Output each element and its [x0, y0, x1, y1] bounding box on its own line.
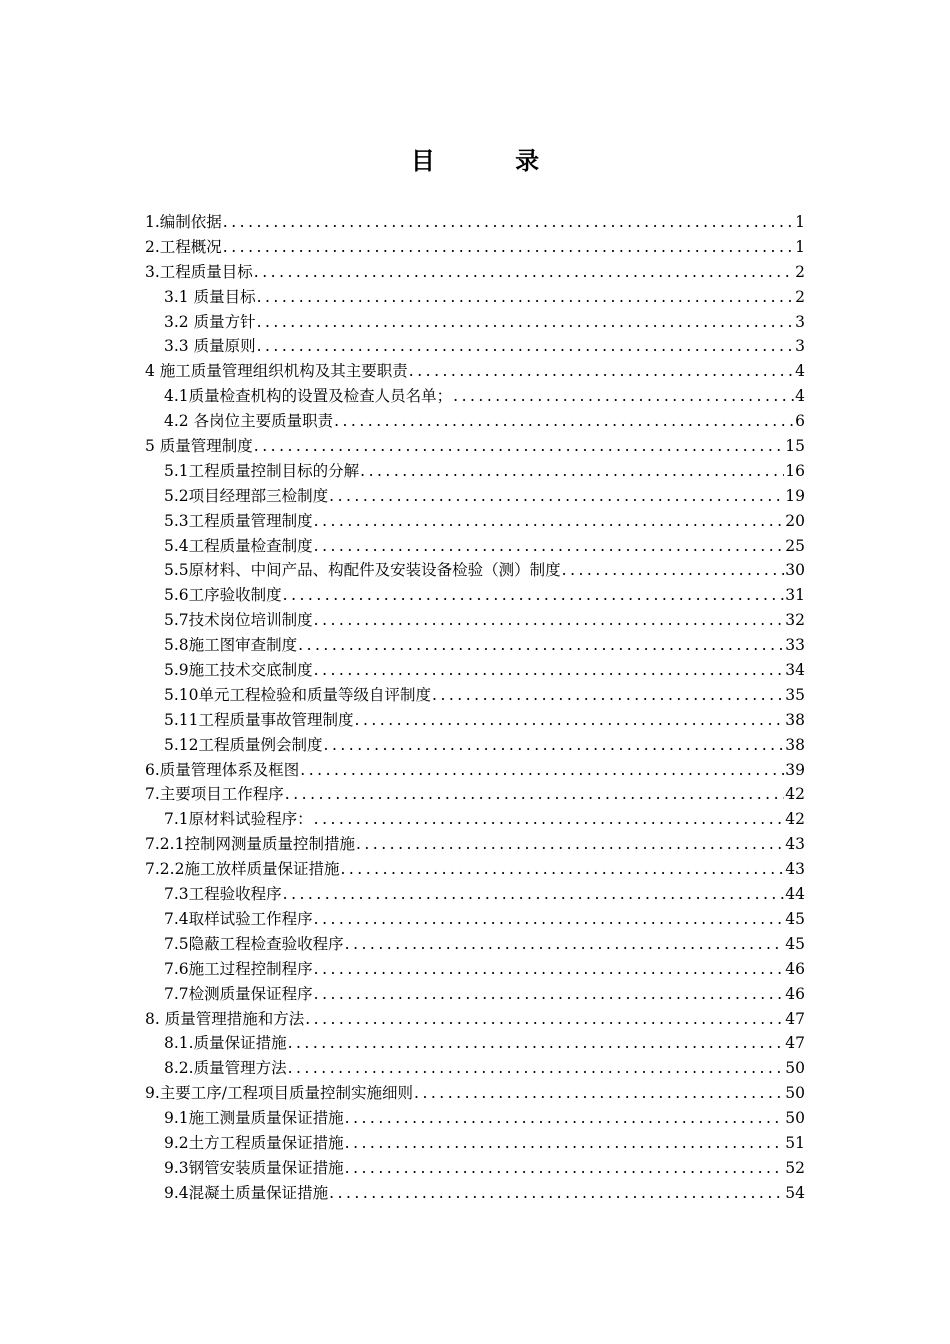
toc-entry-label: 8.2.质量管理方法 [164, 1059, 287, 1078]
toc-entry-page-number: 4 [795, 362, 805, 381]
toc-entry-label: 1.编制依据 [145, 213, 222, 231]
toc-leader-dots [345, 1131, 785, 1156]
toc-entry-page-number: 3 [795, 312, 805, 331]
toc-entry-page-number: 39 [785, 760, 805, 779]
toc-entry-page-number: 31 [785, 586, 805, 605]
toc-entry[interactable] [145, 733, 805, 758]
toc-entry-page-number: 20 [785, 511, 805, 530]
toc-entry-label: 7.6施工过程控制程序 [164, 959, 313, 978]
toc-entry-page-number: 4 [795, 387, 805, 406]
toc-leader-dots [345, 932, 785, 957]
toc-entry-page-number: 43 [785, 835, 805, 854]
toc-entry-label: 9.3钢管安装质量保证措施 [164, 1158, 344, 1177]
toc-entry[interactable] [145, 1081, 805, 1106]
toc-entry-label: 4.1质量检查机构的设置及检查人员名单； [164, 387, 453, 406]
toc-leader-dots [285, 782, 784, 807]
toc-entry-page-number: 2 [795, 262, 805, 281]
toc-entry-label: 8. 质量管理措施和方法 [145, 1009, 305, 1028]
toc-entry-label: 5 质量管理制度 [145, 437, 253, 456]
toc-entry-label: 9.4混凝土质量保证措施 [164, 1183, 329, 1202]
toc-entry[interactable] [145, 334, 805, 359]
toc-entry-label: 5.4工程质量检查制度 [164, 536, 313, 555]
toc-entry-page-number: 1 [795, 213, 805, 231]
toc-entry-label: 5.6工序验收制度 [164, 586, 282, 605]
toc-leader-dots [298, 633, 784, 658]
toc-entry-label: 5.9施工技术交底制度 [164, 661, 313, 680]
toc-entry[interactable] [145, 459, 805, 484]
toc-entry[interactable] [145, 434, 805, 459]
toc-entry-label: 5.1工程质量控制目标的分解 [164, 461, 360, 480]
toc-entry-label: 7.1原材料试验程序： [164, 810, 313, 829]
toc-entry-label: 7.5隐蔽工程检查验收程序 [164, 934, 344, 953]
toc-entry[interactable] [145, 310, 805, 335]
toc-leader-dots [414, 1081, 784, 1106]
toc-entry[interactable] [145, 658, 805, 683]
toc-entry[interactable] [145, 782, 805, 807]
toc-entry-label: 5.11工程质量事故管理制度 [164, 710, 354, 729]
toc-leader-dots [409, 359, 794, 384]
toc-entry-label: 5.8施工图审查制度 [164, 636, 298, 655]
toc-entry-page-number: 25 [785, 536, 805, 555]
toc-entry-page-number: 15 [785, 437, 805, 456]
page-title: 目 录 [410, 147, 576, 175]
toc-entry-page-number: 43 [785, 860, 805, 879]
toc-entry-label: 5.7技术岗位培训制度 [164, 611, 313, 630]
toc-entry-page-number: 32 [785, 611, 805, 630]
toc-entry-label: 2.工程概况 [145, 237, 222, 256]
toc-entry-page-number: 45 [785, 934, 805, 953]
toc-entry[interactable] [145, 285, 805, 310]
toc-entry[interactable] [145, 957, 805, 982]
toc-entry[interactable] [145, 583, 805, 608]
toc-entry[interactable] [145, 235, 805, 260]
toc-entry-page-number: 50 [785, 1059, 805, 1078]
toc-entry-page-number: 52 [785, 1158, 805, 1177]
toc-entry-page-number: 54 [785, 1183, 805, 1202]
toc-entry[interactable] [145, 807, 805, 832]
toc-entry-label: 5.12工程质量例会制度 [164, 735, 323, 754]
toc-leader-dots [324, 733, 785, 758]
toc-entry-page-number: 51 [785, 1133, 805, 1152]
toc-entry-page-number: 45 [785, 909, 805, 928]
toc-entry-page-number: 19 [785, 486, 805, 505]
toc-leader-dots [314, 608, 785, 633]
toc-leader-dots [283, 882, 785, 907]
toc-entry-label: 5.10单元工程检验和质量等级自评制度 [164, 685, 432, 704]
toc-entry-page-number: 42 [785, 810, 805, 829]
toc-entry[interactable] [145, 1031, 805, 1056]
toc-entry-label: 8.1.质量保证措施 [164, 1034, 287, 1053]
toc-entry-page-number: 50 [785, 1109, 805, 1128]
toc-entry[interactable] [145, 857, 805, 882]
toc-entry-page-number: 33 [785, 636, 805, 655]
toc-entry-page-number: 30 [785, 561, 805, 580]
toc-entry-page-number: 46 [785, 959, 805, 978]
toc-entry[interactable] [145, 907, 805, 932]
toc-leader-dots [360, 459, 784, 484]
table-of-contents [145, 210, 805, 1206]
toc-leader-dots [257, 334, 795, 359]
toc-entry[interactable] [145, 534, 805, 559]
toc-entry-page-number: 47 [785, 1034, 805, 1053]
toc-leader-dots [562, 558, 785, 583]
toc-entry-label: 4.2 各岗位主要质量职责 [164, 412, 334, 431]
toc-leader-dots [288, 1031, 785, 1056]
toc-entry-label: 7.4取样试验工作程序 [164, 909, 313, 928]
toc-leader-dots [334, 409, 794, 434]
toc-entry-page-number: 46 [785, 984, 805, 1003]
toc-entry-label: 5.5原材料、中间产品、构配件及安装设备检验（测）制度 [164, 561, 561, 580]
toc-leader-dots [314, 534, 785, 559]
toc-entry-page-number: 2 [795, 287, 805, 306]
toc-entry-page-number: 34 [785, 661, 805, 680]
toc-leader-dots [254, 260, 794, 285]
toc-entry-label: 3.1 质量目标 [164, 287, 256, 306]
toc-entry-page-number: 38 [785, 735, 805, 754]
toc-entry[interactable] [145, 484, 805, 509]
toc-entry-page-number: 42 [785, 785, 805, 804]
toc-leader-dots [314, 509, 785, 534]
toc-entry[interactable] [145, 409, 805, 434]
toc-entry-label: 4 施工质量管理组织机构及其主要职责 [145, 362, 408, 381]
toc-entry-label: 3.3 质量原则 [164, 337, 256, 356]
toc-entry[interactable] [145, 1106, 805, 1131]
toc-leader-dots [329, 1181, 784, 1206]
toc-entry[interactable] [145, 708, 805, 733]
toc-leader-dots [254, 434, 784, 459]
toc-leader-dots [283, 583, 785, 608]
toc-entry[interactable] [145, 683, 805, 708]
toc-leader-dots [223, 235, 794, 260]
toc-leader-dots [223, 210, 794, 235]
toc-entry[interactable] [145, 1007, 805, 1032]
toc-entry[interactable] [145, 758, 805, 783]
toc-leader-dots [314, 957, 785, 982]
toc-leader-dots [355, 708, 785, 733]
toc-entry[interactable] [145, 359, 805, 384]
toc-leader-dots [288, 1056, 785, 1081]
toc-entry[interactable] [145, 210, 805, 235]
toc-leader-dots [300, 758, 784, 783]
toc-entry[interactable] [145, 260, 805, 285]
toc-entry-label: 6.质量管理体系及框图 [145, 760, 300, 779]
toc-entry-label: 7.7检测质量保证程序 [164, 984, 313, 1003]
toc-entry-page-number: 3 [795, 337, 805, 356]
toc-entry[interactable] [145, 1131, 805, 1156]
toc-entry[interactable] [145, 932, 805, 957]
toc-leader-dots [356, 832, 784, 857]
toc-entry[interactable] [145, 1056, 805, 1081]
toc-entry-page-number: 16 [785, 461, 805, 480]
toc-entry-label: 9.2土方工程质量保证措施 [164, 1133, 344, 1152]
toc-leader-dots [314, 907, 785, 932]
toc-entry-page-number: 47 [785, 1009, 805, 1028]
toc-entry-page-number: 6 [795, 412, 805, 431]
toc-leader-dots [432, 683, 784, 708]
toc-entry[interactable] [145, 608, 805, 633]
toc-entry-label: 7.2.1控制网测量质量控制措施 [145, 835, 355, 854]
toc-entry[interactable] [145, 882, 805, 907]
toc-entry[interactable] [145, 982, 805, 1007]
toc-leader-dots [329, 484, 784, 509]
toc-leader-dots [257, 310, 795, 335]
toc-entry-label: 5.3工程质量管理制度 [164, 511, 313, 530]
toc-entry-label: 7.2.2施工放样质量保证措施 [145, 860, 340, 879]
toc-leader-dots [314, 658, 785, 683]
toc-entry-page-number: 38 [785, 710, 805, 729]
toc-leader-dots [257, 285, 795, 310]
toc-leader-dots [340, 857, 784, 882]
toc-entry-label: 3.工程质量目标 [145, 262, 253, 281]
toc-entry[interactable] [145, 832, 805, 857]
toc-entry-page-number: 50 [785, 1084, 805, 1103]
toc-entry[interactable] [145, 384, 805, 409]
toc-entry[interactable] [145, 558, 805, 583]
toc-entry[interactable] [145, 509, 805, 534]
toc-entry-label: 7.3工程验收程序 [164, 885, 282, 904]
toc-leader-dots [345, 1156, 785, 1181]
toc-entry-label: 5.2项目经理部三检制度 [164, 486, 329, 505]
toc-leader-dots [305, 1007, 784, 1032]
toc-entry-label: 9.1施工测量质量保证措施 [164, 1109, 344, 1128]
toc-entry-page-number: 35 [785, 685, 805, 704]
toc-leader-dots [314, 982, 785, 1007]
toc-leader-dots [314, 807, 785, 832]
toc-entry[interactable] [145, 633, 805, 658]
toc-leader-dots [453, 384, 794, 409]
toc-entry-label: 3.2 质量方针 [164, 312, 256, 331]
toc-entry-label: 7.主要项目工作程序 [145, 785, 284, 804]
toc-entry[interactable] [145, 1181, 805, 1206]
toc-entry-page-number: 44 [785, 885, 805, 904]
toc-entry[interactable] [145, 1156, 805, 1181]
toc-leader-dots [345, 1106, 785, 1131]
toc-entry-label: 9.主要工序/工程项目质量控制实施细则 [145, 1084, 414, 1103]
toc-entry-page-number: 1 [795, 237, 805, 256]
